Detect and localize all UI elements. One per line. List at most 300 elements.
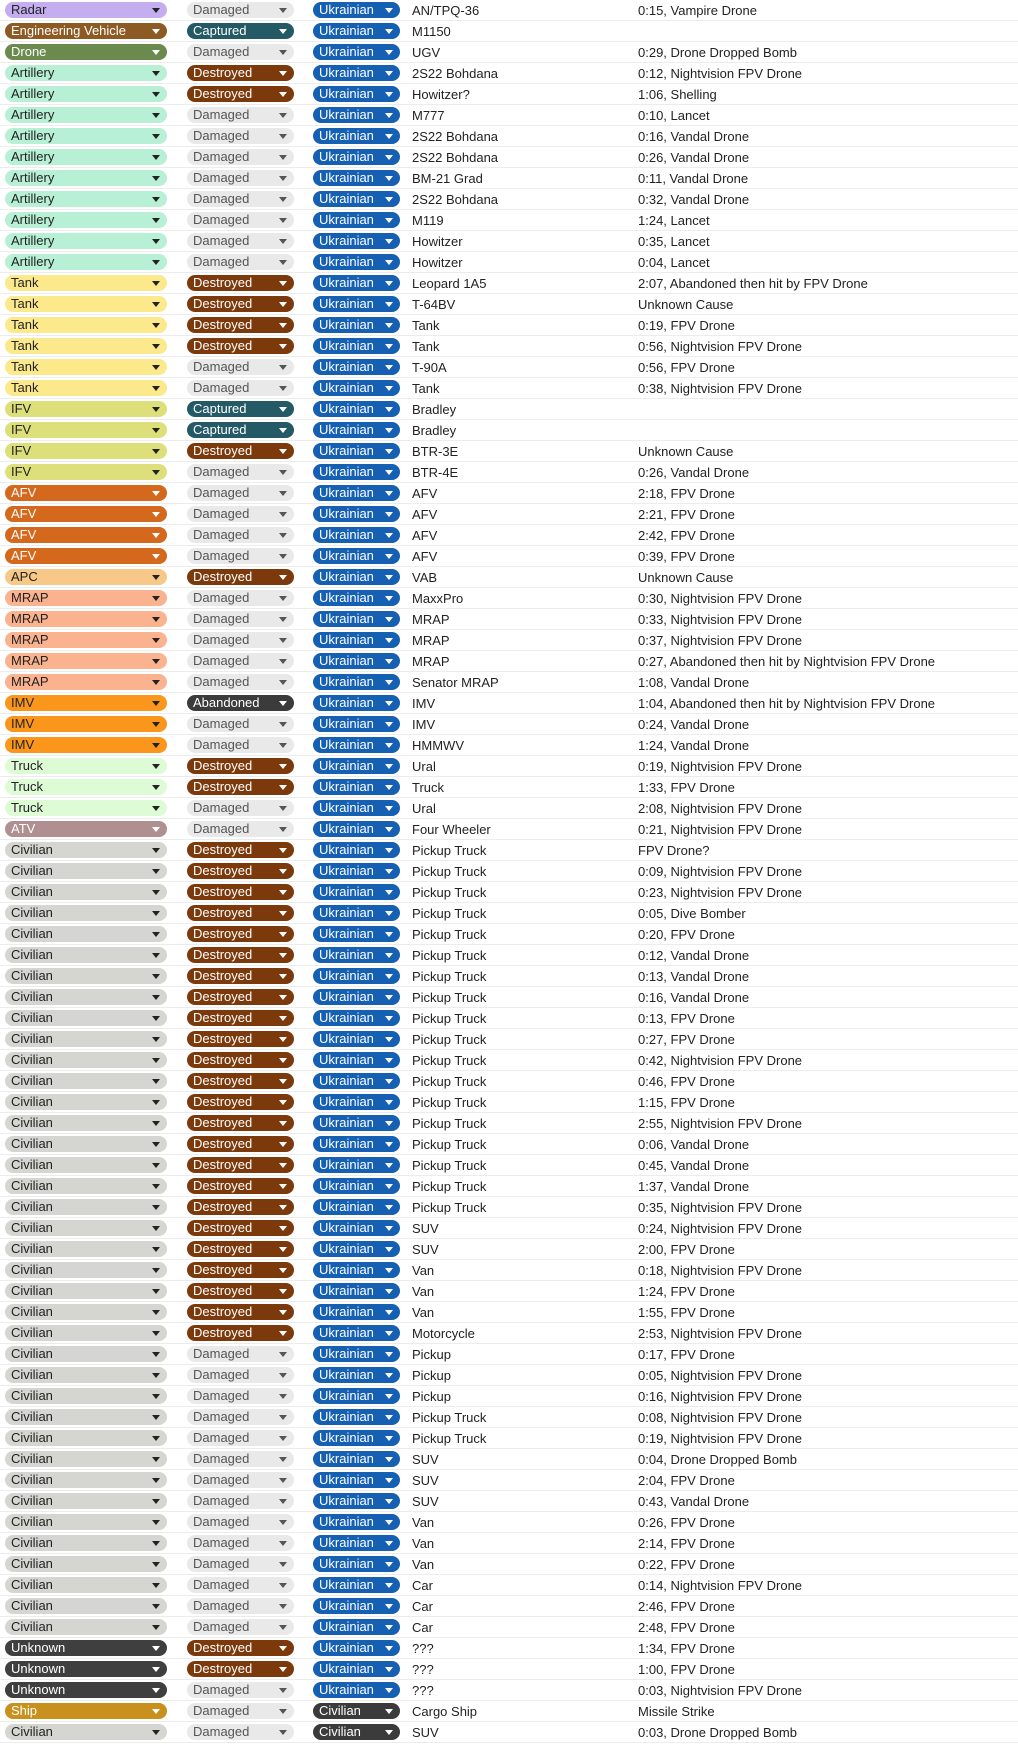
- type-dropdown[interactable]: [5, 1115, 167, 1131]
- status-dropdown[interactable]: [187, 23, 294, 39]
- side-dropdown[interactable]: [313, 737, 400, 753]
- type-dropdown[interactable]: [5, 191, 167, 207]
- status-dropdown[interactable]: [187, 1115, 294, 1131]
- type-dropdown[interactable]: [5, 884, 167, 900]
- caret-down-icon: [385, 1562, 393, 1567]
- details-cell: 1:04, Abandoned then hit by Nightvision FPV Drone: [638, 696, 936, 711]
- side-dropdown[interactable]: [313, 485, 400, 501]
- type-label: Civilian: [11, 947, 53, 962]
- status-dropdown[interactable]: [187, 1136, 294, 1152]
- type-dropdown[interactable]: [5, 86, 167, 102]
- side-label: Ukrainian: [319, 191, 374, 206]
- status-dropdown[interactable]: [187, 590, 294, 606]
- side-dropdown[interactable]: [313, 1241, 400, 1257]
- status-dropdown[interactable]: [187, 443, 294, 459]
- table-row: [0, 0, 1018, 21]
- type-dropdown[interactable]: [5, 233, 167, 249]
- status-dropdown[interactable]: [187, 821, 294, 837]
- caret-down-icon: [385, 1604, 393, 1609]
- type-dropdown[interactable]: [5, 296, 167, 312]
- status-dropdown[interactable]: [187, 506, 294, 522]
- caret-down-icon: [385, 1499, 393, 1504]
- side-dropdown[interactable]: [313, 1220, 400, 1236]
- status-dropdown[interactable]: [187, 1388, 294, 1404]
- type-dropdown[interactable]: [5, 926, 167, 942]
- side-dropdown[interactable]: [313, 23, 400, 39]
- caret-down-icon: [279, 1016, 287, 1021]
- type-dropdown[interactable]: [5, 212, 167, 228]
- type-dropdown[interactable]: [5, 968, 167, 984]
- status-label: Damaged: [193, 1409, 250, 1424]
- status-dropdown[interactable]: [187, 842, 294, 858]
- status-label: Destroyed: [193, 1199, 253, 1214]
- status-dropdown[interactable]: [187, 1724, 294, 1740]
- side-dropdown[interactable]: [313, 422, 400, 438]
- status-dropdown[interactable]: [187, 674, 294, 690]
- status-dropdown[interactable]: [187, 737, 294, 753]
- status-label: Damaged: [193, 1577, 250, 1592]
- side-dropdown[interactable]: [313, 863, 400, 879]
- side-dropdown[interactable]: [313, 632, 400, 648]
- side-dropdown[interactable]: [313, 611, 400, 627]
- side-dropdown[interactable]: [313, 1661, 400, 1677]
- type-dropdown[interactable]: [5, 1493, 167, 1509]
- details-cell: 0:12, Nightvision FPV Drone: [638, 66, 803, 81]
- type-dropdown[interactable]: [5, 380, 167, 396]
- status-dropdown[interactable]: [187, 1493, 294, 1509]
- status-label: Damaged: [193, 485, 250, 500]
- status-dropdown[interactable]: [187, 359, 294, 375]
- type-dropdown[interactable]: [5, 989, 167, 1005]
- side-dropdown[interactable]: [313, 1388, 400, 1404]
- type-dropdown[interactable]: [5, 1325, 167, 1341]
- type-dropdown[interactable]: [5, 1451, 167, 1467]
- status-dropdown[interactable]: [187, 653, 294, 669]
- status-dropdown[interactable]: [187, 44, 294, 60]
- type-dropdown[interactable]: [5, 401, 167, 417]
- type-dropdown[interactable]: [5, 1010, 167, 1026]
- side-dropdown[interactable]: [313, 338, 400, 354]
- status-dropdown[interactable]: [187, 758, 294, 774]
- side-dropdown[interactable]: [313, 401, 400, 417]
- status-label: Damaged: [193, 1367, 250, 1382]
- status-dropdown[interactable]: [187, 1577, 294, 1593]
- type-dropdown[interactable]: [5, 1157, 167, 1173]
- side-dropdown[interactable]: [313, 779, 400, 795]
- side-dropdown[interactable]: [313, 758, 400, 774]
- status-dropdown[interactable]: [187, 611, 294, 627]
- side-dropdown[interactable]: [313, 527, 400, 543]
- side-dropdown[interactable]: [313, 1619, 400, 1635]
- side-label: Ukrainian: [319, 527, 374, 542]
- type-dropdown[interactable]: [5, 548, 167, 564]
- status-dropdown[interactable]: [187, 884, 294, 900]
- type-dropdown[interactable]: [5, 443, 167, 459]
- type-dropdown[interactable]: [5, 317, 167, 333]
- side-dropdown[interactable]: [313, 548, 400, 564]
- type-dropdown[interactable]: [5, 1514, 167, 1530]
- side-dropdown[interactable]: [313, 1472, 400, 1488]
- status-label: Damaged: [193, 107, 250, 122]
- table-row: [0, 294, 1018, 315]
- caret-down-icon: [152, 680, 160, 685]
- type-dropdown[interactable]: [5, 1409, 167, 1425]
- type-label: Civilian: [11, 1388, 53, 1403]
- side-label: Ukrainian: [319, 86, 374, 101]
- side-dropdown[interactable]: [313, 1325, 400, 1341]
- status-dropdown[interactable]: [187, 1703, 294, 1719]
- type-dropdown[interactable]: [5, 1283, 167, 1299]
- type-dropdown[interactable]: [5, 1577, 167, 1593]
- status-dropdown[interactable]: [187, 1514, 294, 1530]
- status-dropdown[interactable]: [187, 275, 294, 291]
- side-dropdown[interactable]: [313, 674, 400, 690]
- status-dropdown[interactable]: [187, 1535, 294, 1551]
- side-dropdown[interactable]: [313, 1514, 400, 1530]
- type-label: Civilian: [11, 1493, 53, 1508]
- status-label: Damaged: [193, 1682, 250, 1697]
- status-dropdown[interactable]: [187, 86, 294, 102]
- side-dropdown[interactable]: [313, 1010, 400, 1026]
- caret-down-icon: [152, 575, 160, 580]
- status-dropdown[interactable]: [187, 191, 294, 207]
- type-dropdown[interactable]: [5, 947, 167, 963]
- type-dropdown[interactable]: [5, 1556, 167, 1572]
- caret-down-icon: [385, 1394, 393, 1399]
- side-dropdown[interactable]: [313, 1598, 400, 1614]
- status-dropdown[interactable]: [187, 1304, 294, 1320]
- side-dropdown[interactable]: [313, 1304, 400, 1320]
- type-dropdown[interactable]: [5, 1178, 167, 1194]
- side-dropdown[interactable]: [313, 1262, 400, 1278]
- status-dropdown[interactable]: [187, 233, 294, 249]
- type-dropdown[interactable]: [5, 1388, 167, 1404]
- side-dropdown[interactable]: [313, 989, 400, 1005]
- status-dropdown[interactable]: [187, 107, 294, 123]
- status-dropdown[interactable]: [187, 338, 294, 354]
- type-dropdown[interactable]: [5, 1031, 167, 1047]
- details-cell: 0:03, Nightvision FPV Drone: [638, 1683, 803, 1698]
- type-dropdown[interactable]: [5, 674, 167, 690]
- type-dropdown[interactable]: [5, 1724, 167, 1740]
- side-dropdown[interactable]: [313, 275, 400, 291]
- side-dropdown[interactable]: [313, 1430, 400, 1446]
- type-dropdown[interactable]: [5, 1472, 167, 1488]
- type-dropdown[interactable]: [5, 716, 167, 732]
- status-dropdown[interactable]: [187, 254, 294, 270]
- type-dropdown[interactable]: [5, 653, 167, 669]
- status-dropdown[interactable]: [187, 1241, 294, 1257]
- side-dropdown[interactable]: [313, 1346, 400, 1362]
- type-dropdown[interactable]: [5, 863, 167, 879]
- type-dropdown[interactable]: [5, 800, 167, 816]
- status-dropdown[interactable]: [187, 1409, 294, 1425]
- type-dropdown[interactable]: [5, 1619, 167, 1635]
- side-dropdown[interactable]: [313, 149, 400, 165]
- type-dropdown[interactable]: [5, 1535, 167, 1551]
- details-cell: Unknown Cause: [638, 570, 734, 585]
- type-dropdown[interactable]: [5, 170, 167, 186]
- side-dropdown[interactable]: [313, 191, 400, 207]
- status-dropdown[interactable]: [187, 464, 294, 480]
- side-dropdown[interactable]: [313, 1556, 400, 1572]
- status-dropdown[interactable]: [187, 1031, 294, 1047]
- status-dropdown[interactable]: [187, 296, 294, 312]
- status-dropdown[interactable]: [187, 1052, 294, 1068]
- status-dropdown[interactable]: [187, 422, 294, 438]
- status-dropdown[interactable]: [187, 1640, 294, 1656]
- side-dropdown[interactable]: [313, 1535, 400, 1551]
- side-dropdown[interactable]: [313, 506, 400, 522]
- status-dropdown[interactable]: [187, 1073, 294, 1089]
- side-dropdown[interactable]: [313, 821, 400, 837]
- type-dropdown[interactable]: [5, 1241, 167, 1257]
- status-dropdown[interactable]: [187, 1157, 294, 1173]
- caret-down-icon: [385, 71, 393, 76]
- status-dropdown[interactable]: [187, 1346, 294, 1362]
- type-dropdown[interactable]: [5, 611, 167, 627]
- status-dropdown[interactable]: [187, 716, 294, 732]
- side-dropdown[interactable]: [313, 947, 400, 963]
- status-dropdown[interactable]: [187, 800, 294, 816]
- side-dropdown[interactable]: [313, 464, 400, 480]
- type-dropdown[interactable]: [5, 1661, 167, 1677]
- caret-down-icon: [385, 239, 393, 244]
- side-dropdown[interactable]: [313, 1682, 400, 1698]
- side-dropdown[interactable]: [313, 800, 400, 816]
- type-dropdown[interactable]: [5, 590, 167, 606]
- side-dropdown[interactable]: [313, 968, 400, 984]
- status-dropdown[interactable]: [187, 1598, 294, 1614]
- type-dropdown[interactable]: [5, 1052, 167, 1068]
- type-dropdown[interactable]: [5, 128, 167, 144]
- side-dropdown[interactable]: [313, 1283, 400, 1299]
- side-dropdown[interactable]: [313, 65, 400, 81]
- type-dropdown[interactable]: [5, 275, 167, 291]
- status-dropdown[interactable]: [187, 527, 294, 543]
- status-dropdown[interactable]: [187, 1199, 294, 1215]
- type-dropdown[interactable]: [5, 905, 167, 921]
- caret-down-icon: [279, 29, 287, 34]
- caret-down-icon: [279, 92, 287, 97]
- type-dropdown[interactable]: [5, 1703, 167, 1719]
- caret-down-icon: [152, 617, 160, 622]
- status-dropdown[interactable]: [187, 65, 294, 81]
- status-dropdown[interactable]: [187, 989, 294, 1005]
- status-dropdown[interactable]: [187, 1325, 294, 1341]
- status-label: Destroyed: [193, 296, 253, 311]
- type-dropdown[interactable]: [5, 1640, 167, 1656]
- type-dropdown[interactable]: [5, 107, 167, 123]
- side-dropdown[interactable]: [313, 1577, 400, 1593]
- side-dropdown[interactable]: [313, 884, 400, 900]
- caret-down-icon: [385, 113, 393, 118]
- status-dropdown[interactable]: [187, 128, 294, 144]
- type-dropdown[interactable]: [5, 23, 167, 39]
- status-dropdown[interactable]: [187, 2, 294, 18]
- side-dropdown[interactable]: [313, 1178, 400, 1194]
- side-dropdown[interactable]: [313, 905, 400, 921]
- type-dropdown[interactable]: [5, 485, 167, 501]
- status-dropdown[interactable]: [187, 695, 294, 711]
- type-dropdown[interactable]: [5, 1682, 167, 1698]
- status-dropdown[interactable]: [187, 485, 294, 501]
- status-dropdown[interactable]: [187, 401, 294, 417]
- side-dropdown[interactable]: [313, 380, 400, 396]
- status-label: Damaged: [193, 1388, 250, 1403]
- status-dropdown[interactable]: [187, 905, 294, 921]
- side-dropdown[interactable]: [313, 44, 400, 60]
- status-dropdown[interactable]: [187, 947, 294, 963]
- type-label: MRAP: [11, 674, 49, 689]
- details-cell: 0:24, Vandal Drone: [638, 717, 750, 732]
- type-dropdown[interactable]: [5, 1094, 167, 1110]
- type-dropdown[interactable]: [5, 464, 167, 480]
- type-label: AFV: [11, 506, 37, 521]
- status-dropdown[interactable]: [187, 170, 294, 186]
- type-dropdown[interactable]: [5, 1073, 167, 1089]
- details-cell: 0:26, Vandal Drone: [638, 465, 750, 480]
- side-dropdown[interactable]: [313, 695, 400, 711]
- side-dropdown[interactable]: [313, 86, 400, 102]
- status-dropdown[interactable]: [187, 1010, 294, 1026]
- type-dropdown[interactable]: [5, 569, 167, 585]
- caret-down-icon: [385, 1289, 393, 1294]
- details-cell: 0:19, Nightvision FPV Drone: [638, 1431, 803, 1446]
- type-dropdown[interactable]: [5, 821, 167, 837]
- status-dropdown[interactable]: [187, 1619, 294, 1635]
- type-dropdown[interactable]: [5, 527, 167, 543]
- status-dropdown[interactable]: [187, 1451, 294, 1467]
- type-dropdown[interactable]: [5, 1136, 167, 1152]
- status-dropdown[interactable]: [187, 1220, 294, 1236]
- type-dropdown[interactable]: [5, 338, 167, 354]
- type-dropdown[interactable]: [5, 149, 167, 165]
- type-label: Civilian: [11, 905, 53, 920]
- status-dropdown[interactable]: [187, 212, 294, 228]
- status-dropdown[interactable]: [187, 548, 294, 564]
- side-dropdown[interactable]: [313, 926, 400, 942]
- type-dropdown[interactable]: [5, 2, 167, 18]
- type-dropdown[interactable]: [5, 422, 167, 438]
- side-dropdown[interactable]: [313, 1031, 400, 1047]
- status-dropdown[interactable]: [187, 569, 294, 585]
- side-dropdown[interactable]: [313, 1115, 400, 1131]
- side-dropdown[interactable]: [313, 653, 400, 669]
- side-dropdown[interactable]: [313, 842, 400, 858]
- side-dropdown[interactable]: [313, 107, 400, 123]
- status-dropdown[interactable]: [187, 1262, 294, 1278]
- status-dropdown[interactable]: [187, 380, 294, 396]
- status-dropdown[interactable]: [187, 779, 294, 795]
- status-label: Damaged: [193, 212, 250, 227]
- type-dropdown[interactable]: [5, 506, 167, 522]
- caret-down-icon: [152, 1646, 160, 1651]
- type-dropdown[interactable]: [5, 1598, 167, 1614]
- side-dropdown[interactable]: [313, 1157, 400, 1173]
- side-dropdown[interactable]: [313, 716, 400, 732]
- side-dropdown[interactable]: [313, 317, 400, 333]
- type-dropdown[interactable]: [5, 842, 167, 858]
- side-dropdown[interactable]: [313, 1724, 400, 1740]
- type-dropdown[interactable]: [5, 1220, 167, 1236]
- table-row: [0, 756, 1018, 777]
- side-dropdown[interactable]: [313, 233, 400, 249]
- table-row: [0, 1575, 1018, 1596]
- status-dropdown[interactable]: [187, 1661, 294, 1677]
- type-dropdown[interactable]: [5, 1367, 167, 1383]
- side-dropdown[interactable]: [313, 1493, 400, 1509]
- side-dropdown[interactable]: [313, 170, 400, 186]
- caret-down-icon: [152, 1247, 160, 1252]
- type-dropdown[interactable]: [5, 1199, 167, 1215]
- side-dropdown[interactable]: [313, 2, 400, 18]
- side-dropdown[interactable]: [313, 443, 400, 459]
- status-dropdown[interactable]: [187, 1682, 294, 1698]
- status-dropdown[interactable]: [187, 926, 294, 942]
- table-row: [0, 504, 1018, 525]
- type-dropdown[interactable]: [5, 737, 167, 753]
- side-label: Ukrainian: [319, 716, 374, 731]
- type-dropdown[interactable]: [5, 632, 167, 648]
- status-dropdown[interactable]: [187, 317, 294, 333]
- status-dropdown[interactable]: [187, 1367, 294, 1383]
- side-dropdown[interactable]: [313, 1136, 400, 1152]
- status-dropdown[interactable]: [187, 632, 294, 648]
- status-dropdown[interactable]: [187, 149, 294, 165]
- side-dropdown[interactable]: [313, 359, 400, 375]
- status-dropdown[interactable]: [187, 1556, 294, 1572]
- side-dropdown[interactable]: [313, 296, 400, 312]
- status-dropdown[interactable]: [187, 1430, 294, 1446]
- type-dropdown[interactable]: [5, 65, 167, 81]
- type-dropdown[interactable]: [5, 779, 167, 795]
- type-dropdown[interactable]: [5, 254, 167, 270]
- status-dropdown[interactable]: [187, 1178, 294, 1194]
- side-dropdown[interactable]: [313, 128, 400, 144]
- side-dropdown[interactable]: [313, 1094, 400, 1110]
- status-dropdown[interactable]: [187, 968, 294, 984]
- side-dropdown[interactable]: [313, 569, 400, 585]
- type-dropdown[interactable]: [5, 758, 167, 774]
- side-dropdown[interactable]: [313, 1073, 400, 1089]
- status-dropdown[interactable]: [187, 863, 294, 879]
- status-dropdown[interactable]: [187, 1472, 294, 1488]
- type-dropdown[interactable]: [5, 695, 167, 711]
- side-dropdown[interactable]: [313, 254, 400, 270]
- side-dropdown[interactable]: [313, 1640, 400, 1656]
- status-dropdown[interactable]: [187, 1283, 294, 1299]
- model-cell: Car: [412, 1620, 433, 1635]
- side-dropdown[interactable]: [313, 1052, 400, 1068]
- type-dropdown[interactable]: [5, 1262, 167, 1278]
- type-dropdown[interactable]: [5, 1304, 167, 1320]
- side-dropdown[interactable]: [313, 1451, 400, 1467]
- type-dropdown[interactable]: [5, 44, 167, 60]
- side-dropdown[interactable]: [313, 590, 400, 606]
- type-dropdown[interactable]: [5, 1430, 167, 1446]
- type-dropdown[interactable]: [5, 359, 167, 375]
- side-dropdown[interactable]: [313, 1367, 400, 1383]
- side-dropdown[interactable]: [313, 1703, 400, 1719]
- side-dropdown[interactable]: [313, 1199, 400, 1215]
- side-label: Ukrainian: [319, 1430, 374, 1445]
- side-dropdown[interactable]: [313, 212, 400, 228]
- status-dropdown[interactable]: [187, 1094, 294, 1110]
- caret-down-icon: [279, 806, 287, 811]
- side-dropdown[interactable]: [313, 1409, 400, 1425]
- type-dropdown[interactable]: [5, 1346, 167, 1362]
